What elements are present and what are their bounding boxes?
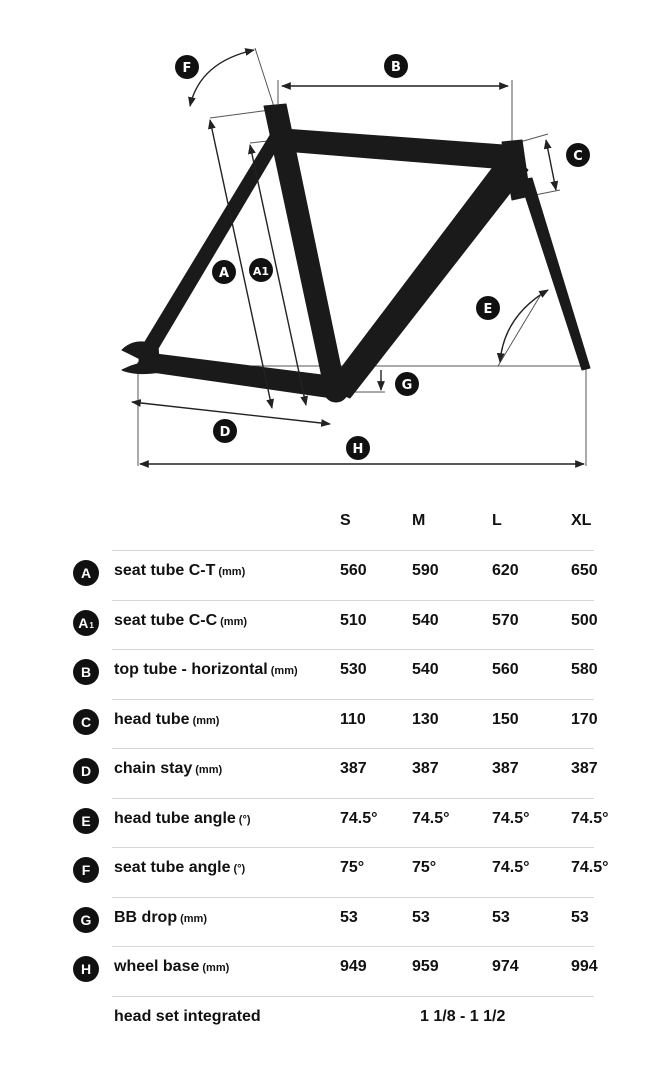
row-separator bbox=[112, 600, 594, 601]
value-cell-s: 53 bbox=[340, 908, 358, 926]
value-cell-s: 75° bbox=[340, 859, 365, 876]
row-separator bbox=[112, 748, 594, 749]
size-header-s: S bbox=[340, 512, 351, 529]
row-badge: H bbox=[73, 956, 99, 982]
value-cell-xl: 500 bbox=[571, 611, 598, 629]
row-separator bbox=[112, 946, 594, 947]
value-cell-s: 510 bbox=[340, 611, 367, 629]
svg-text:E: E bbox=[483, 302, 493, 317]
value-cell-xl: 74.5° bbox=[571, 859, 609, 876]
marker-F bbox=[175, 55, 199, 79]
row-label: BB drop (mm) bbox=[114, 908, 207, 926]
value-cell-s: 530 bbox=[340, 661, 367, 678]
table-row bbox=[0, 851, 662, 895]
value-cell-m: 590 bbox=[412, 562, 439, 579]
row-label: seat tube C-C (mm) bbox=[114, 611, 248, 629]
row-label: seat tube angle (°) bbox=[114, 859, 246, 876]
size-header-l: L bbox=[492, 512, 502, 529]
bike-frame bbox=[122, 104, 590, 402]
svg-text:F: F bbox=[182, 61, 192, 76]
row-label: chain stay (mm) bbox=[114, 760, 223, 777]
value-cell-m: 75° bbox=[412, 859, 437, 876]
svg-text:A: A bbox=[218, 266, 230, 281]
value-cell-s: 387 bbox=[340, 760, 367, 777]
value-cell-l: 560 bbox=[492, 661, 519, 678]
value-cell-m: 53 bbox=[412, 908, 430, 926]
row-badge: D bbox=[73, 758, 99, 784]
row-label: wheel base (mm) bbox=[114, 958, 230, 975]
value-cell-xl: 74.5° bbox=[571, 809, 609, 827]
marker-C bbox=[566, 143, 590, 167]
value-cell-l: 53 bbox=[492, 908, 510, 926]
marker-E bbox=[476, 296, 500, 320]
table-row bbox=[0, 802, 662, 846]
row-separator bbox=[112, 996, 594, 997]
headset-label: head set integrated bbox=[114, 1007, 261, 1025]
value-cell-m: 387 bbox=[412, 760, 439, 777]
table-row bbox=[0, 950, 662, 994]
value-cell-xl: 650 bbox=[571, 562, 598, 579]
table-row bbox=[0, 554, 662, 598]
value-cell-l: 74.5° bbox=[492, 859, 530, 876]
marker-A1 bbox=[249, 258, 273, 282]
row-label: seat tube C-T (mm) bbox=[114, 562, 246, 579]
table-row bbox=[0, 604, 662, 648]
row-separator bbox=[112, 649, 594, 650]
row-label: top tube - horizontal (mm) bbox=[114, 661, 298, 678]
value-cell-s: 110 bbox=[340, 710, 366, 728]
row-separator bbox=[112, 847, 594, 848]
row-badge: B bbox=[73, 659, 99, 685]
value-cell-l: 620 bbox=[492, 562, 519, 579]
row-badge: F bbox=[73, 857, 99, 883]
row-badge: E bbox=[73, 808, 99, 834]
value-cell-s: 949 bbox=[340, 958, 367, 975]
value-cell-s: 560 bbox=[340, 562, 367, 579]
size-header-m: M bbox=[412, 512, 426, 529]
row-badge: A 1 bbox=[73, 610, 99, 636]
table-row bbox=[0, 752, 662, 796]
svg-text:A1: A1 bbox=[252, 265, 270, 278]
value-cell-l: 387 bbox=[492, 760, 519, 777]
row-badge: G bbox=[73, 907, 99, 933]
row-label: head tube (mm) bbox=[114, 710, 220, 728]
value-cell-m: 540 bbox=[412, 611, 439, 629]
table-row bbox=[0, 653, 662, 697]
value-cell-xl: 994 bbox=[571, 958, 598, 975]
row-badge: A bbox=[73, 560, 99, 586]
row-label: head tube angle (°) bbox=[114, 809, 251, 827]
value-cell-l: 74.5° bbox=[492, 809, 530, 827]
marker-A bbox=[212, 260, 236, 284]
value-cell-m: 959 bbox=[412, 958, 439, 975]
row-badge: C bbox=[73, 709, 99, 735]
table-row bbox=[0, 901, 662, 945]
value-cell-xl: 580 bbox=[571, 661, 598, 678]
value-cell-xl: 387 bbox=[571, 760, 598, 777]
size-header-xl: XL bbox=[571, 512, 592, 529]
row-separator bbox=[112, 897, 594, 898]
row-separator bbox=[112, 798, 594, 799]
value-cell-m: 130 bbox=[412, 710, 439, 728]
marker-B bbox=[384, 54, 408, 78]
marker-H bbox=[346, 436, 370, 460]
value-cell-s: 74.5° bbox=[340, 809, 378, 827]
dim-head-tube bbox=[546, 140, 556, 190]
value-cell-xl: 53 bbox=[571, 908, 589, 926]
value-cell-xl: 170 bbox=[571, 710, 598, 728]
svg-text:B: B bbox=[391, 60, 401, 75]
svg-text:G: G bbox=[401, 378, 413, 393]
svg-text:H: H bbox=[352, 442, 364, 457]
row-separator bbox=[112, 699, 594, 700]
value-cell-l: 150 bbox=[492, 710, 519, 728]
marker-D bbox=[213, 419, 237, 443]
marker-G bbox=[395, 372, 419, 396]
value-cell-l: 570 bbox=[492, 611, 519, 629]
headset-value: 1 1/8 - 1 1/2 bbox=[420, 1007, 506, 1025]
value-cell-l: 974 bbox=[492, 958, 519, 975]
frame-geometry-diagram bbox=[0, 0, 662, 490]
table-row-headset bbox=[0, 1000, 662, 1044]
table-row bbox=[0, 703, 662, 747]
svg-text:D: D bbox=[219, 425, 231, 440]
row-separator bbox=[112, 550, 594, 551]
value-cell-m: 540 bbox=[412, 661, 439, 678]
svg-text:C: C bbox=[573, 149, 583, 164]
value-cell-m: 74.5° bbox=[412, 809, 450, 827]
dim-seat-angle-arc bbox=[190, 50, 254, 106]
